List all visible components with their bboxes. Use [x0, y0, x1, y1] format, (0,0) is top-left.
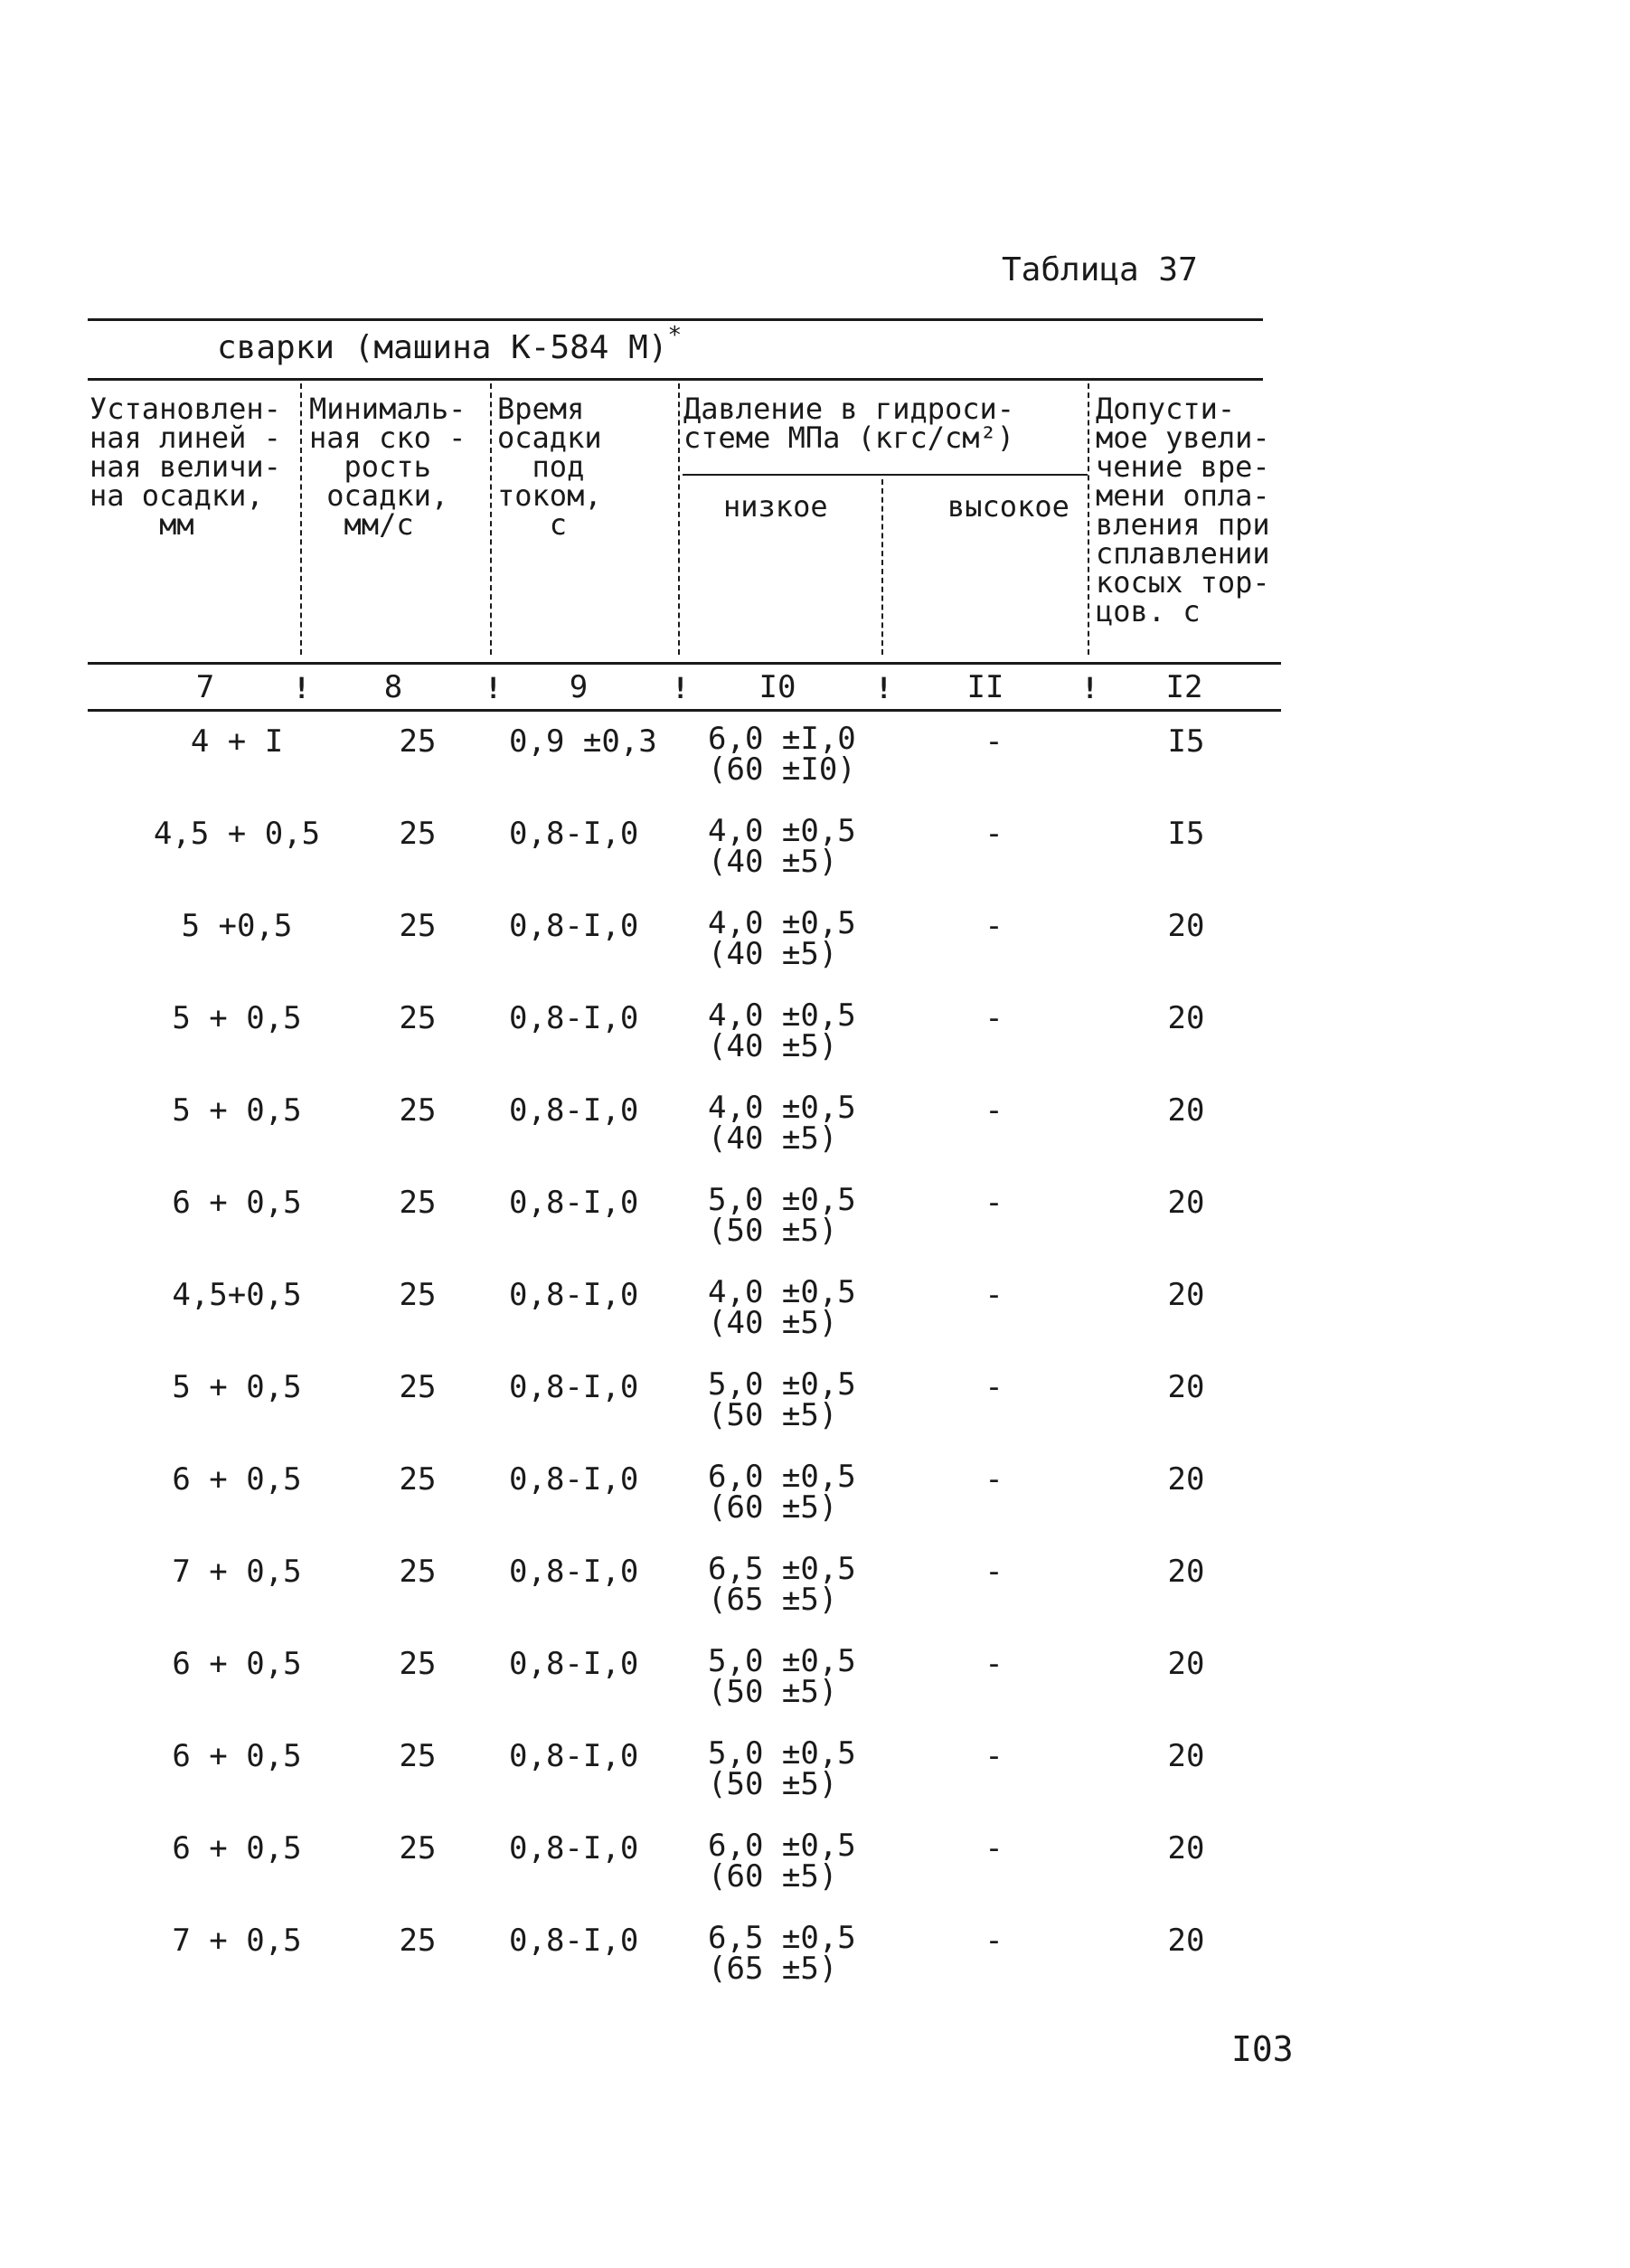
pressure-mpa: 4,0 ±0,5	[708, 905, 856, 941]
table-row	[88, 1366, 1290, 1461]
header-divider-1	[300, 383, 302, 655]
cell-pressure-high: -	[985, 1923, 1003, 1959]
pressure-kgf: (50 ±5)	[708, 1766, 838, 1802]
cell-pressure-low	[695, 1459, 898, 1526]
header-divider-4	[881, 479, 883, 655]
column-number-separator: !	[672, 671, 690, 705]
pressure-mpa: 5,0 ±0,5	[708, 1643, 856, 1679]
pressure-kgf: (50 ±5)	[708, 1397, 838, 1433]
table-row	[88, 723, 1290, 816]
cell-pressure-high: -	[985, 1369, 1003, 1405]
cell-upset-length: 7 + 0,5	[172, 1554, 302, 1590]
cell-upset-length: 7 + 0,5	[172, 1923, 302, 1959]
cell-pressure-low	[695, 1551, 898, 1618]
cell-pressure-high: -	[985, 1646, 1003, 1682]
cell-min-speed: 25	[399, 1369, 437, 1405]
table-row	[88, 813, 1290, 908]
cell-upset-time: 0,8-I,0	[509, 1830, 639, 1866]
cell-pressure-high: -	[985, 1277, 1003, 1313]
cell-min-speed: 25	[399, 1738, 437, 1774]
pressure-kgf: (50 ±5)	[708, 1674, 838, 1710]
pressure-kgf: (40 ±5)	[708, 1305, 838, 1341]
cell-min-speed: 25	[399, 816, 437, 852]
pressure-mpa: 5,0 ±0,5	[708, 1182, 856, 1218]
cell-upset-length: 5 + 0,5	[172, 1000, 302, 1036]
pressure-mpa: 6,5 ±0,5	[708, 1551, 856, 1587]
table-caption	[217, 322, 683, 366]
pressure-kgf: (65 ±5)	[708, 1951, 838, 1987]
cell-pressure-low	[695, 721, 898, 788]
column-number-separator: !	[485, 671, 503, 705]
cell-min-speed: 25	[399, 908, 437, 944]
cell-upset-length: 6 + 0,5	[172, 1646, 302, 1682]
header-col10: низкое	[723, 489, 828, 524]
cell-upset-length: 4,5 + 0,5	[153, 816, 321, 852]
cell-min-speed: 25	[399, 1923, 437, 1959]
table-row	[88, 1461, 1290, 1554]
pressure-mpa: 4,0 ±0,5	[708, 1274, 856, 1310]
cell-pressure-low	[695, 1828, 898, 1895]
cell-upset-length: 6 + 0,5	[172, 1830, 302, 1866]
cell-min-speed: 25	[399, 723, 437, 760]
pressure-mpa: 4,0 ±0,5	[708, 813, 856, 849]
column-number-12: I2	[1165, 669, 1203, 705]
table-row	[88, 1182, 1290, 1277]
caption-footnote-mark: *	[667, 322, 683, 349]
cell-pressure-low	[695, 1182, 898, 1249]
table-row	[88, 905, 1290, 1000]
column-number-11: II	[966, 669, 1004, 705]
cell-upset-time: 0,8-I,0	[509, 1554, 639, 1590]
cell-pressure-high: -	[985, 1185, 1003, 1221]
cell-upset-time: 0,8-I,0	[509, 1092, 639, 1129]
cell-pressure-low	[695, 905, 898, 972]
cell-min-speed: 25	[399, 1830, 437, 1866]
caption-text: сварки (машина К-584 М)	[217, 329, 668, 366]
cell-pressure-high: -	[985, 1830, 1003, 1866]
cell-time-increase: I5	[1167, 723, 1205, 760]
pressure-kgf: (50 ±5)	[708, 1213, 838, 1249]
table-row	[88, 997, 1290, 1092]
header-col8: Минималь- ная ско - рость осадки, мм/с	[309, 392, 466, 542]
table-label: Таблица 37	[1002, 251, 1198, 288]
cell-upset-length: 5 +0,5	[181, 908, 293, 944]
cell-pressure-high: -	[985, 1554, 1003, 1590]
pressure-kgf: (40 ±5)	[708, 936, 838, 972]
cell-pressure-low	[695, 1366, 898, 1433]
table-row	[88, 1643, 1290, 1738]
cell-upset-time: 0,8-I,0	[509, 1277, 639, 1313]
cell-pressure-high: -	[985, 1738, 1003, 1774]
cell-min-speed: 25	[399, 1277, 437, 1313]
pressure-kgf: (40 ±5)	[708, 844, 838, 880]
column-number-separator: !	[293, 671, 311, 705]
pressure-kgf: (40 ±5)	[708, 1120, 838, 1157]
header-col12: Допусти- мое увели- чение вре- мени опла- вления при сплавлении косых тор- цов. с	[1096, 392, 1270, 628]
cell-upset-time: 0,8-I,0	[509, 1461, 639, 1498]
column-number-separator: !	[1081, 671, 1099, 705]
header-divider-3	[678, 383, 680, 655]
cell-time-increase: 20	[1167, 1923, 1205, 1959]
cell-upset-length: 5 + 0,5	[172, 1092, 302, 1129]
cell-pressure-low	[695, 1735, 898, 1802]
cell-time-increase: 20	[1167, 1738, 1205, 1774]
cell-time-increase: 20	[1167, 1830, 1205, 1866]
cell-upset-length: 6 + 0,5	[172, 1461, 302, 1498]
cell-min-speed: 25	[399, 1554, 437, 1590]
cell-min-speed: 25	[399, 1185, 437, 1221]
header-col7: Установлен- ная линей - ная величи- на осадки, мм	[90, 392, 281, 542]
cell-pressure-high: -	[985, 1000, 1003, 1036]
cell-time-increase: 20	[1167, 1646, 1205, 1682]
cell-min-speed: 25	[399, 1000, 437, 1036]
cell-pressure-high: -	[985, 1461, 1003, 1498]
column-number-8: 8	[383, 669, 403, 705]
cell-upset-time: 0,8-I,0	[509, 1738, 639, 1774]
cell-pressure-low	[695, 1643, 898, 1710]
header-col11: высокое	[947, 489, 1069, 524]
header-col9: Время осадки под током, с	[497, 392, 602, 542]
cell-upset-time: 0,8-I,0	[509, 908, 639, 944]
header-divider-2	[490, 383, 492, 655]
cell-min-speed: 25	[399, 1646, 437, 1682]
cell-upset-length: 6 + 0,5	[172, 1738, 302, 1774]
pressure-mpa: 4,0 ±0,5	[708, 1090, 856, 1126]
table-row	[88, 1830, 1290, 1923]
pressure-kgf: (60 ±5)	[708, 1858, 838, 1895]
header-bottom-rule	[88, 662, 1281, 665]
numbers-bottom-rule	[88, 709, 1281, 712]
cell-pressure-low	[695, 1090, 898, 1157]
cell-upset-length: 6 + 0,5	[172, 1185, 302, 1221]
pressure-mpa: 6,0 ±0,5	[708, 1828, 856, 1864]
header-divider-5	[1088, 383, 1089, 655]
pressure-kgf: (40 ±5)	[708, 1028, 838, 1064]
cell-pressure-low	[695, 997, 898, 1064]
cell-pressure-high: -	[985, 723, 1003, 760]
pressure-kgf: (60 ±I0)	[708, 751, 856, 788]
cell-min-speed: 25	[399, 1461, 437, 1498]
pressure-mpa: 6,0 ±I,0	[708, 721, 856, 757]
cell-upset-length: 5 + 0,5	[172, 1369, 302, 1405]
cell-upset-time: 0,8-I,0	[509, 1923, 639, 1959]
table-row	[88, 1735, 1290, 1830]
cell-upset-time: 0,8-I,0	[509, 1000, 639, 1036]
cell-upset-time: 0,8-I,0	[509, 1185, 639, 1221]
column-number-10: I0	[758, 669, 796, 705]
cell-time-increase: 20	[1167, 1461, 1205, 1498]
cell-time-increase: 20	[1167, 908, 1205, 944]
cell-upset-time: 0,8-I,0	[509, 1369, 639, 1405]
cell-upset-time: 0,8-I,0	[509, 816, 639, 852]
table-row	[88, 1920, 1290, 2015]
pressure-mpa: 5,0 ±0,5	[708, 1366, 856, 1403]
cell-time-increase: 20	[1167, 1554, 1205, 1590]
column-number-9: 9	[569, 669, 589, 705]
cell-time-increase: I5	[1167, 816, 1205, 852]
table-body	[88, 723, 1290, 2015]
cell-pressure-high: -	[985, 908, 1003, 944]
pressure-mpa: 6,5 ±0,5	[708, 1920, 856, 1956]
cell-upset-time: 0,9 ±0,3	[509, 723, 657, 760]
pressure-subdivider	[683, 474, 1088, 476]
cell-time-increase: 20	[1167, 1277, 1205, 1313]
header-top-rule	[88, 378, 1263, 381]
column-number-separator: !	[875, 671, 893, 705]
cell-pressure-low	[695, 1274, 898, 1341]
cell-time-increase: 20	[1167, 1092, 1205, 1129]
cell-pressure-low	[695, 1920, 898, 1987]
cell-upset-length: 4 + I	[190, 723, 284, 760]
pressure-kgf: (60 ±5)	[708, 1489, 838, 1526]
cell-pressure-high: -	[985, 816, 1003, 852]
column-number-7: 7	[195, 669, 215, 705]
cell-pressure-low	[695, 813, 898, 880]
cell-time-increase: 20	[1167, 1369, 1205, 1405]
pressure-mpa: 5,0 ±0,5	[708, 1735, 856, 1772]
top-rule	[88, 318, 1263, 321]
table-row	[88, 1274, 1290, 1369]
cell-min-speed: 25	[399, 1092, 437, 1129]
page-number: I03	[1231, 2029, 1294, 2069]
cell-pressure-high: -	[985, 1092, 1003, 1129]
header-pressure-group: Давление в гидроси- стеме МПа (кгс/см²)	[683, 392, 1015, 455]
table-row	[88, 1092, 1290, 1185]
cell-upset-length: 4,5+0,5	[172, 1277, 302, 1313]
cell-upset-time: 0,8-I,0	[509, 1646, 639, 1682]
cell-time-increase: 20	[1167, 1000, 1205, 1036]
table-row	[88, 1551, 1290, 1646]
pressure-kgf: (65 ±5)	[708, 1582, 838, 1618]
cell-time-increase: 20	[1167, 1185, 1205, 1221]
pressure-mpa: 6,0 ±0,5	[708, 1459, 856, 1495]
pressure-mpa: 4,0 ±0,5	[708, 997, 856, 1034]
